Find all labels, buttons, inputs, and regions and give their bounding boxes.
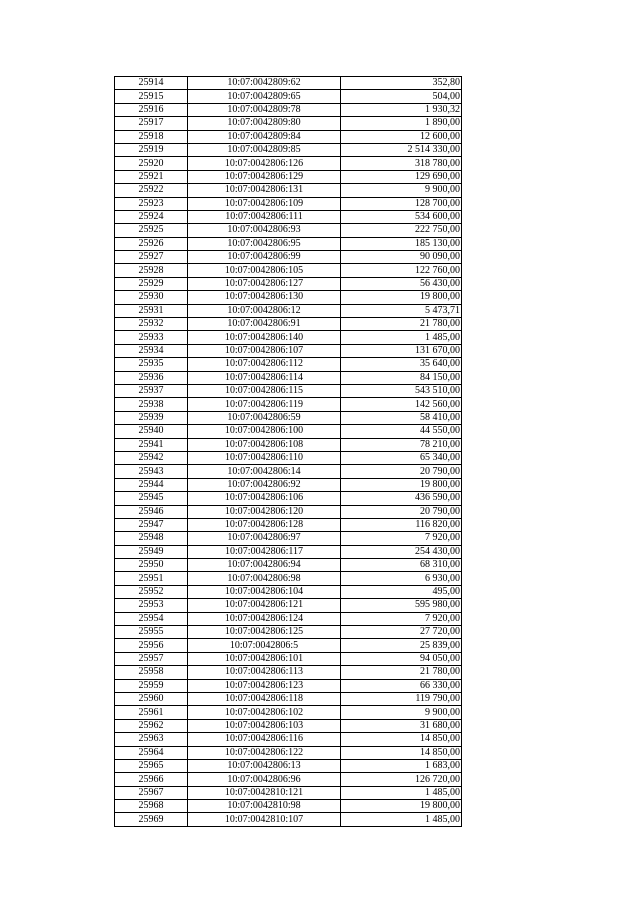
row-number-cell: 25969 — [115, 813, 188, 826]
amount-cell: 68 310,00 — [341, 559, 462, 572]
row-number-cell: 25949 — [115, 545, 188, 558]
table-row — [115, 639, 462, 652]
cadastral-number-cell: 10:07:0042806:92 — [188, 478, 341, 491]
amount-cell: 31 680,00 — [341, 719, 462, 732]
amount-cell: 56 430,00 — [341, 277, 462, 290]
amount-cell: 534 600,00 — [341, 210, 462, 223]
amount-cell: 25 839,00 — [341, 639, 462, 652]
amount-cell: 58 410,00 — [341, 411, 462, 424]
cadastral-number-cell: 10:07:0042810:121 — [188, 786, 341, 799]
row-number-cell: 25966 — [115, 773, 188, 786]
cadastral-number-cell: 10:07:0042806:111 — [188, 210, 341, 223]
row-number-cell: 25926 — [115, 237, 188, 250]
table-row — [115, 626, 462, 639]
table-row — [115, 237, 462, 250]
row-number-cell: 25952 — [115, 585, 188, 598]
amount-cell: 9 900,00 — [341, 706, 462, 719]
row-number-cell: 25962 — [115, 719, 188, 732]
row-number-cell: 25916 — [115, 103, 188, 116]
amount-cell: 1 683,00 — [341, 759, 462, 772]
cadastral-number-cell: 10:07:0042806:103 — [188, 719, 341, 732]
amount-cell: 1 930,32 — [341, 103, 462, 116]
row-number-cell: 25967 — [115, 786, 188, 799]
cadastral-number-cell: 10:07:0042806:124 — [188, 612, 341, 625]
amount-cell: 129 690,00 — [341, 170, 462, 183]
table-row — [115, 666, 462, 679]
amount-cell: 254 430,00 — [341, 545, 462, 558]
amount-cell: 65 340,00 — [341, 451, 462, 464]
row-number-cell: 25938 — [115, 398, 188, 411]
amount-cell: 78 210,00 — [341, 438, 462, 451]
cadastral-number-cell: 10:07:0042806:126 — [188, 157, 341, 170]
cadastral-number-cell: 10:07:0042810:107 — [188, 813, 341, 826]
row-number-cell: 25957 — [115, 652, 188, 665]
amount-cell: 19 800,00 — [341, 800, 462, 813]
amount-cell: 7 920,00 — [341, 612, 462, 625]
cadastral-number-cell: 10:07:0042806:107 — [188, 344, 341, 357]
row-number-cell: 25930 — [115, 291, 188, 304]
table-row — [115, 692, 462, 705]
amount-cell: 14 850,00 — [341, 733, 462, 746]
amount-cell: 19 800,00 — [341, 478, 462, 491]
table-row — [115, 679, 462, 692]
row-number-cell: 25964 — [115, 746, 188, 759]
table-row — [115, 425, 462, 438]
table-row — [115, 277, 462, 290]
cadastral-number-cell: 10:07:0042809:65 — [188, 90, 341, 103]
row-number-cell: 25921 — [115, 170, 188, 183]
amount-cell: 84 150,00 — [341, 371, 462, 384]
table-row — [115, 478, 462, 491]
table-row — [115, 719, 462, 732]
cadastral-number-cell: 10:07:0042806:128 — [188, 518, 341, 531]
row-number-cell: 25927 — [115, 251, 188, 264]
table-row — [115, 733, 462, 746]
amount-cell: 5 473,71 — [341, 304, 462, 317]
row-number-cell: 25922 — [115, 184, 188, 197]
row-number-cell: 25943 — [115, 465, 188, 478]
row-number-cell: 25958 — [115, 666, 188, 679]
row-number-cell: 25919 — [115, 143, 188, 156]
table-row — [115, 344, 462, 357]
cadastral-number-cell: 10:07:0042809:84 — [188, 130, 341, 143]
row-number-cell: 25915 — [115, 90, 188, 103]
cadastral-number-cell: 10:07:0042806:104 — [188, 585, 341, 598]
amount-cell: 1 485,00 — [341, 786, 462, 799]
amount-cell: 9 900,00 — [341, 184, 462, 197]
table-row — [115, 157, 462, 170]
table-row — [115, 612, 462, 625]
cadastral-value-table — [114, 76, 462, 827]
cadastral-number-cell: 10:07:0042806:109 — [188, 197, 341, 210]
cadastral-number-cell: 10:07:0042806:110 — [188, 451, 341, 464]
table-row — [115, 773, 462, 786]
table-row — [115, 117, 462, 130]
table-row — [115, 438, 462, 451]
cadastral-number-cell: 10:07:0042806:99 — [188, 251, 341, 264]
row-number-cell: 25946 — [115, 505, 188, 518]
amount-cell: 318 780,00 — [341, 157, 462, 170]
table-row — [115, 411, 462, 424]
amount-cell: 12 600,00 — [341, 130, 462, 143]
amount-cell: 142 560,00 — [341, 398, 462, 411]
table-row — [115, 813, 462, 826]
amount-cell: 27 720,00 — [341, 626, 462, 639]
table-row — [115, 318, 462, 331]
amount-cell: 21 780,00 — [341, 666, 462, 679]
row-number-cell: 25951 — [115, 572, 188, 585]
table-row — [115, 103, 462, 116]
table-row — [115, 371, 462, 384]
table-row — [115, 492, 462, 505]
row-number-cell: 25941 — [115, 438, 188, 451]
table-row — [115, 465, 462, 478]
amount-cell: 19 800,00 — [341, 291, 462, 304]
row-number-cell: 25932 — [115, 318, 188, 331]
table-row — [115, 786, 462, 799]
table-row — [115, 170, 462, 183]
row-number-cell: 25963 — [115, 733, 188, 746]
cadastral-number-cell: 10:07:0042806:123 — [188, 679, 341, 692]
cadastral-number-cell: 10:07:0042806:120 — [188, 505, 341, 518]
row-number-cell: 25948 — [115, 532, 188, 545]
amount-cell: 20 790,00 — [341, 465, 462, 478]
table-row — [115, 184, 462, 197]
amount-cell: 595 980,00 — [341, 599, 462, 612]
cadastral-number-cell: 10:07:0042806:12 — [188, 304, 341, 317]
cadastral-number-cell: 10:07:0042806:119 — [188, 398, 341, 411]
table-row — [115, 358, 462, 371]
row-number-cell: 25968 — [115, 800, 188, 813]
cadastral-number-cell: 10:07:0042806:115 — [188, 384, 341, 397]
cadastral-number-cell: 10:07:0042809:85 — [188, 143, 341, 156]
row-number-cell: 25935 — [115, 358, 188, 371]
table-row — [115, 652, 462, 665]
row-number-cell: 25959 — [115, 679, 188, 692]
table-row — [115, 197, 462, 210]
cadastral-number-cell: 10:07:0042806:91 — [188, 318, 341, 331]
cadastral-number-cell: 10:07:0042809:62 — [188, 77, 341, 90]
row-number-cell: 25965 — [115, 759, 188, 772]
cadastral-number-cell: 10:07:0042806:129 — [188, 170, 341, 183]
cadastral-number-cell: 10:07:0042810:98 — [188, 800, 341, 813]
amount-cell: 44 550,00 — [341, 425, 462, 438]
row-number-cell: 25933 — [115, 331, 188, 344]
amount-cell: 14 850,00 — [341, 746, 462, 759]
amount-cell: 21 780,00 — [341, 318, 462, 331]
amount-cell: 94 050,00 — [341, 652, 462, 665]
cadastral-number-cell: 10:07:0042806:13 — [188, 759, 341, 772]
cadastral-number-cell: 10:07:0042806:117 — [188, 545, 341, 558]
amount-cell: 126 720,00 — [341, 773, 462, 786]
table-row — [115, 585, 462, 598]
cadastral-number-cell: 10:07:0042806:131 — [188, 184, 341, 197]
row-number-cell: 25950 — [115, 559, 188, 572]
table-row — [115, 251, 462, 264]
cadastral-number-cell: 10:07:0042806:95 — [188, 237, 341, 250]
cadastral-number-cell: 10:07:0042806:140 — [188, 331, 341, 344]
row-number-cell: 25961 — [115, 706, 188, 719]
cadastral-number-cell: 10:07:0042806:116 — [188, 733, 341, 746]
table-row — [115, 90, 462, 103]
table-body — [115, 77, 462, 827]
amount-cell: 352,80 — [341, 77, 462, 90]
table-row — [115, 559, 462, 572]
cadastral-number-cell: 10:07:0042806:113 — [188, 666, 341, 679]
table-row — [115, 599, 462, 612]
cadastral-number-cell: 10:07:0042806:130 — [188, 291, 341, 304]
cadastral-number-cell: 10:07:0042806:125 — [188, 626, 341, 639]
cadastral-number-cell: 10:07:0042806:93 — [188, 224, 341, 237]
amount-cell: 6 930,00 — [341, 572, 462, 585]
amount-cell: 543 510,00 — [341, 384, 462, 397]
row-number-cell: 25924 — [115, 210, 188, 223]
table-row — [115, 532, 462, 545]
row-number-cell: 25918 — [115, 130, 188, 143]
table-row — [115, 77, 462, 90]
row-number-cell: 25955 — [115, 626, 188, 639]
table-row — [115, 130, 462, 143]
cadastral-number-cell: 10:07:0042806:127 — [188, 277, 341, 290]
row-number-cell: 25931 — [115, 304, 188, 317]
cadastral-number-cell: 10:07:0042809:80 — [188, 117, 341, 130]
cadastral-number-cell: 10:07:0042809:78 — [188, 103, 341, 116]
amount-cell: 2 514 330,00 — [341, 143, 462, 156]
amount-cell: 504,00 — [341, 90, 462, 103]
cadastral-number-cell: 10:07:0042806:121 — [188, 599, 341, 612]
row-number-cell: 25937 — [115, 384, 188, 397]
cadastral-number-cell: 10:07:0042806:59 — [188, 411, 341, 424]
amount-cell: 131 670,00 — [341, 344, 462, 357]
cadastral-number-cell: 10:07:0042806:96 — [188, 773, 341, 786]
row-number-cell: 25940 — [115, 425, 188, 438]
table-row — [115, 398, 462, 411]
row-number-cell: 25934 — [115, 344, 188, 357]
amount-cell: 122 760,00 — [341, 264, 462, 277]
table-row — [115, 304, 462, 317]
row-number-cell: 25923 — [115, 197, 188, 210]
row-number-cell: 25960 — [115, 692, 188, 705]
table-row — [115, 291, 462, 304]
row-number-cell: 25914 — [115, 77, 188, 90]
row-number-cell: 25945 — [115, 492, 188, 505]
table-row — [115, 264, 462, 277]
amount-cell: 1 485,00 — [341, 813, 462, 826]
row-number-cell: 25954 — [115, 612, 188, 625]
amount-cell: 66 330,00 — [341, 679, 462, 692]
table-row — [115, 505, 462, 518]
amount-cell: 495,00 — [341, 585, 462, 598]
cadastral-number-cell: 10:07:0042806:94 — [188, 559, 341, 572]
table-row — [115, 746, 462, 759]
table-row — [115, 706, 462, 719]
cadastral-number-cell: 10:07:0042806:14 — [188, 465, 341, 478]
table-row — [115, 451, 462, 464]
cadastral-number-cell: 10:07:0042806:105 — [188, 264, 341, 277]
row-number-cell: 25947 — [115, 518, 188, 531]
table-row — [115, 143, 462, 156]
row-number-cell: 25936 — [115, 371, 188, 384]
row-number-cell: 25953 — [115, 599, 188, 612]
table-row — [115, 800, 462, 813]
row-number-cell: 25929 — [115, 277, 188, 290]
cadastral-number-cell: 10:07:0042806:100 — [188, 425, 341, 438]
cadastral-number-cell: 10:07:0042806:114 — [188, 371, 341, 384]
table-row — [115, 572, 462, 585]
cadastral-number-cell: 10:07:0042806:112 — [188, 358, 341, 371]
amount-cell: 185 130,00 — [341, 237, 462, 250]
cadastral-number-cell: 10:07:0042806:122 — [188, 746, 341, 759]
cadastral-number-cell: 10:07:0042806:102 — [188, 706, 341, 719]
row-number-cell: 25917 — [115, 117, 188, 130]
amount-cell: 1 890,00 — [341, 117, 462, 130]
cadastral-number-cell: 10:07:0042806:118 — [188, 692, 341, 705]
table-row — [115, 545, 462, 558]
amount-cell: 222 750,00 — [341, 224, 462, 237]
amount-cell: 90 090,00 — [341, 251, 462, 264]
cadastral-number-cell: 10:07:0042806:98 — [188, 572, 341, 585]
row-number-cell: 25939 — [115, 411, 188, 424]
amount-cell: 7 920,00 — [341, 532, 462, 545]
table-row — [115, 518, 462, 531]
amount-cell: 116 820,00 — [341, 518, 462, 531]
row-number-cell: 25928 — [115, 264, 188, 277]
row-number-cell: 25944 — [115, 478, 188, 491]
cadastral-number-cell: 10:07:0042806:97 — [188, 532, 341, 545]
row-number-cell: 25956 — [115, 639, 188, 652]
row-number-cell: 25942 — [115, 451, 188, 464]
cadastral-number-cell: 10:07:0042806:108 — [188, 438, 341, 451]
table-row — [115, 331, 462, 344]
table-row — [115, 210, 462, 223]
row-number-cell: 25920 — [115, 157, 188, 170]
amount-cell: 20 790,00 — [341, 505, 462, 518]
cadastral-number-cell: 10:07:0042806:5 — [188, 639, 341, 652]
amount-cell: 436 590,00 — [341, 492, 462, 505]
cadastral-number-cell: 10:07:0042806:106 — [188, 492, 341, 505]
table-row — [115, 224, 462, 237]
amount-cell: 35 640,00 — [341, 358, 462, 371]
amount-cell: 128 700,00 — [341, 197, 462, 210]
amount-cell: 1 485,00 — [341, 331, 462, 344]
table-row — [115, 384, 462, 397]
cadastral-number-cell: 10:07:0042806:101 — [188, 652, 341, 665]
table-row — [115, 759, 462, 772]
amount-cell: 119 790,00 — [341, 692, 462, 705]
row-number-cell: 25925 — [115, 224, 188, 237]
